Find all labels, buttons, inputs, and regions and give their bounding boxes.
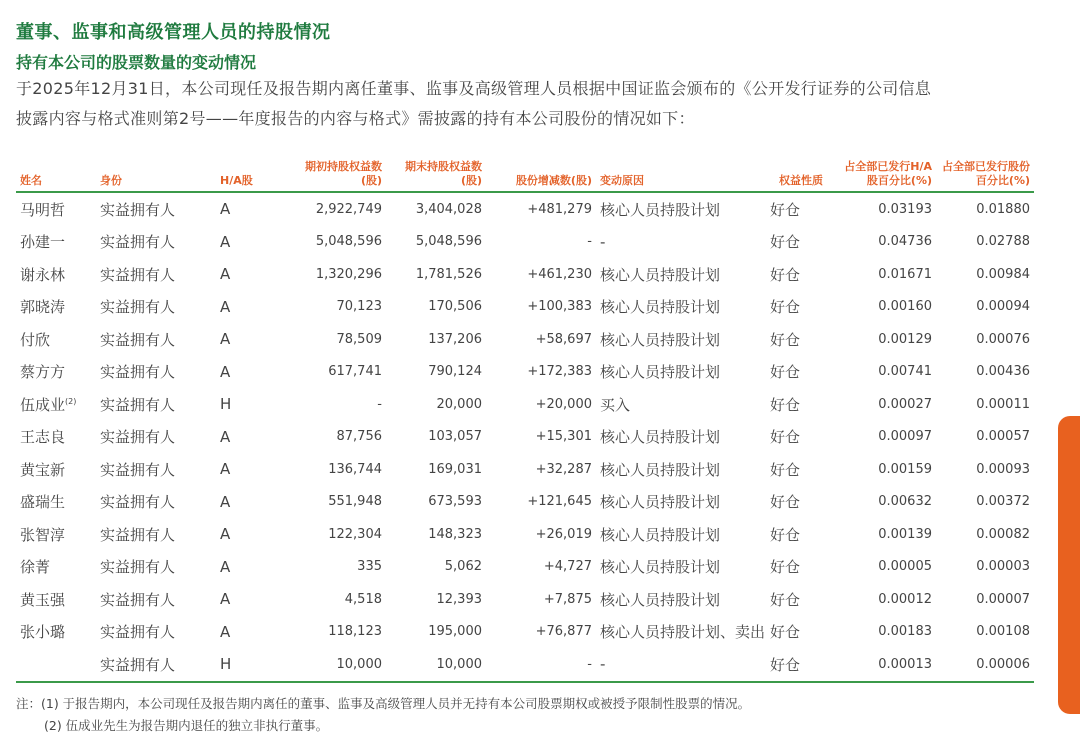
cell-pct-total: 0.00006 bbox=[936, 648, 1034, 682]
header-name: 姓名 bbox=[16, 160, 96, 192]
cell-pct-total: 0.00093 bbox=[976, 461, 1030, 477]
cell-start: 122,304 bbox=[328, 526, 382, 542]
table-row bbox=[16, 226, 1034, 259]
cell-end: 5,062 bbox=[444, 559, 482, 575]
cell-reason: 核心人员持股计划、卖出 bbox=[600, 623, 766, 642]
cell-nature: 好仓 bbox=[770, 460, 801, 479]
cell-nature: 好仓 bbox=[770, 525, 801, 544]
cell-pct-class: 0.01671 bbox=[878, 266, 932, 282]
cell-class: A bbox=[220, 330, 231, 349]
cell-name: 张小璐 bbox=[20, 623, 66, 642]
cell-reason: 买入 bbox=[600, 395, 631, 414]
cell-reason: 核心人员持股计划 bbox=[600, 200, 721, 219]
header-nature: 权益性质 bbox=[766, 160, 836, 192]
cell-pct-total: 0.00984 bbox=[976, 266, 1030, 282]
cell-name: 蔡方方 bbox=[20, 363, 66, 382]
cell-change: +58,697 bbox=[535, 331, 592, 347]
cell-reason: 核心人员持股计划 bbox=[600, 330, 721, 349]
cell-nature: 好仓 bbox=[770, 233, 801, 252]
cell-start: 2,922,749 bbox=[315, 201, 382, 217]
page-title: 董事、监事和高级管理人员的持股情况 bbox=[16, 22, 331, 43]
cell-start: 1,320,296 bbox=[315, 266, 382, 282]
cell-nature: 好仓 bbox=[770, 265, 801, 284]
cell-end: 195,000 bbox=[428, 624, 482, 640]
cell-role: 实益拥有人 bbox=[96, 648, 216, 682]
cell-class: A bbox=[220, 362, 231, 381]
cell-start: 87,756 bbox=[336, 429, 382, 445]
cell-end: 790,124 bbox=[428, 364, 482, 380]
cell-class: A bbox=[220, 200, 231, 219]
footnotes bbox=[16, 693, 750, 737]
cell-change: +7,875 bbox=[543, 591, 592, 607]
cell-change: +461,230 bbox=[527, 266, 592, 282]
cell-class: A bbox=[220, 427, 231, 446]
cell-class: A bbox=[220, 232, 231, 251]
cell-start: 118,123 bbox=[328, 624, 382, 640]
cell-pct-class: 0.03193 bbox=[878, 201, 932, 217]
cell-nature: 好仓 bbox=[770, 428, 801, 447]
cell-pct-class: 0.00159 bbox=[878, 461, 932, 477]
cell-role: 实益拥有人 bbox=[100, 460, 176, 479]
table-row bbox=[16, 583, 1034, 616]
cell-end: 12,393 bbox=[436, 591, 482, 607]
cell-reason: 核心人员持股计划 bbox=[600, 525, 721, 544]
header-share-class: H/A股 bbox=[216, 160, 286, 192]
shareholding-table bbox=[16, 160, 1034, 683]
cell-reason: 核心人员持股计划 bbox=[600, 363, 721, 382]
header-role: 身份 bbox=[96, 160, 216, 192]
cell-reason: 核心人员持股计划 bbox=[600, 460, 721, 479]
cell-change: +4,727 bbox=[543, 559, 592, 575]
cell-nature: 好仓 bbox=[770, 363, 801, 382]
table-row bbox=[16, 453, 1034, 486]
cell-pct-class: 0.00027 bbox=[878, 396, 932, 412]
cell-role: 实益拥有人 bbox=[100, 363, 176, 382]
cell-pct-total: 0.00003 bbox=[976, 559, 1030, 575]
cell-name bbox=[16, 648, 96, 682]
header-pct-total: 占全部已发行股份百分比(%) bbox=[936, 160, 1034, 192]
cell-nature: 好仓 bbox=[770, 590, 801, 609]
cell-end: 673,593 bbox=[428, 494, 482, 510]
cell-end: 5,048,596 bbox=[415, 234, 482, 250]
cell-end: 170,506 bbox=[428, 299, 482, 315]
cell-end: 103,057 bbox=[428, 429, 482, 445]
cell-nature: 好仓 bbox=[770, 623, 801, 642]
cell-pct-total: 0.00082 bbox=[976, 526, 1030, 542]
cell-end: 1,781,526 bbox=[415, 266, 482, 282]
cell-name: 张智淳 bbox=[20, 525, 66, 544]
cell-end: 10,000 bbox=[386, 648, 486, 682]
cell-change: +121,645 bbox=[527, 494, 592, 510]
cell-name: 谢永林 bbox=[20, 265, 66, 284]
cell-role: 实益拥有人 bbox=[100, 623, 176, 642]
cell-reason: 核心人员持股计划 bbox=[600, 265, 721, 284]
intro-line-1: 于2025年12月31日，本公司现任及报告期内离任董事、监事及高级管理人员根据中国证监会颁布的《公开发行证券的公司信息 bbox=[16, 79, 932, 98]
cell-nature: 好仓 bbox=[766, 648, 836, 682]
cell-pct-class: 0.00160 bbox=[878, 299, 932, 315]
cell-start: 78,509 bbox=[336, 331, 382, 347]
cell-class: A bbox=[220, 525, 231, 544]
cell-class: A bbox=[220, 265, 231, 284]
table-row bbox=[16, 616, 1034, 649]
table-row bbox=[16, 518, 1034, 551]
cell-end: 20,000 bbox=[436, 396, 482, 412]
cell-class: H bbox=[216, 648, 286, 682]
cell-pct-total: 0.00011 bbox=[976, 396, 1030, 412]
cell-pct-total: 0.00094 bbox=[976, 299, 1030, 315]
cell-role: 实益拥有人 bbox=[100, 525, 176, 544]
cell-role: 实益拥有人 bbox=[100, 265, 176, 284]
cell-class: A bbox=[220, 460, 231, 479]
table-row bbox=[16, 323, 1034, 356]
cell-change: +481,279 bbox=[527, 201, 592, 217]
cell-pct-class: 0.00097 bbox=[878, 429, 932, 445]
cell-pct-class: 0.00741 bbox=[878, 364, 932, 380]
table-row bbox=[16, 258, 1034, 291]
cell-role: 实益拥有人 bbox=[100, 298, 176, 317]
table-row bbox=[16, 291, 1034, 324]
cell-start: 5,048,596 bbox=[315, 234, 382, 250]
cell-start: - bbox=[377, 396, 382, 412]
header-reason: 变动原因 bbox=[596, 160, 766, 192]
cell-start: 70,123 bbox=[336, 299, 382, 315]
cell-role: 实益拥有人 bbox=[100, 200, 176, 219]
cell-nature: 好仓 bbox=[770, 200, 801, 219]
table-row bbox=[16, 192, 1034, 226]
cell-class: H bbox=[220, 395, 232, 414]
cell-start: 136,744 bbox=[328, 461, 382, 477]
cell-change: - bbox=[486, 648, 596, 682]
cell-class: A bbox=[220, 622, 231, 641]
cell-role: 实益拥有人 bbox=[100, 590, 176, 609]
cell-pct-class: 0.00005 bbox=[878, 559, 932, 575]
cell-name: 付欣 bbox=[20, 330, 51, 349]
cell-pct-total: 0.00057 bbox=[976, 429, 1030, 445]
cell-reason: 核心人员持股计划 bbox=[600, 590, 721, 609]
cell-pct-class: 0.00632 bbox=[878, 494, 932, 510]
cell-name: 徐菁 bbox=[20, 558, 51, 577]
footnote-1: 注：(1) 于报告期内，本公司现任及报告期内离任的董事、监事及高级管理人员并无持有本公司股票期权或被授予限制性股票的情况。 bbox=[16, 696, 751, 711]
cell-end: 3,404,028 bbox=[415, 201, 482, 217]
cell-name: 马明哲 bbox=[20, 200, 66, 219]
cell-reason: - bbox=[600, 232, 606, 251]
cell-reason: 核心人员持股计划 bbox=[600, 428, 721, 447]
intro-paragraph bbox=[16, 74, 1038, 134]
cell-nature: 好仓 bbox=[770, 298, 801, 317]
cell-change: +20,000 bbox=[535, 396, 592, 412]
cell-name: 伍成业$^{(2)}$ bbox=[20, 395, 77, 414]
cell-nature: 好仓 bbox=[770, 330, 801, 349]
cell-change: +100,383 bbox=[527, 299, 592, 315]
side-section-tab[interactable] bbox=[1058, 416, 1080, 714]
intro-line-2: 披露内容与格式准则第2号——年度报告的内容与格式》需披露的持有本公司股份的情况如下： bbox=[16, 109, 695, 128]
cell-start: 551,948 bbox=[328, 494, 382, 510]
cell-pct-total: 0.01880 bbox=[976, 201, 1030, 217]
cell-reason: - bbox=[596, 648, 766, 682]
cell-role: 实益拥有人 bbox=[100, 428, 176, 447]
table-row bbox=[16, 356, 1034, 389]
cell-name: 郭晓涛 bbox=[20, 298, 66, 317]
cell-role: 实益拥有人 bbox=[100, 395, 176, 414]
cell-start: 617,741 bbox=[328, 364, 382, 380]
header-start-holding: 期初持股权益数(股) bbox=[286, 160, 386, 192]
cell-pct-class: 0.00012 bbox=[878, 591, 932, 607]
table-header-row bbox=[16, 160, 1034, 192]
table-body bbox=[16, 192, 1034, 682]
cell-name: 盛瑞生 bbox=[20, 493, 66, 512]
cell-name: 黄玉强 bbox=[20, 590, 66, 609]
cell-name: 王志良 bbox=[20, 428, 66, 447]
cell-end: 148,323 bbox=[428, 526, 482, 542]
table-row bbox=[16, 486, 1034, 519]
cell-pct-class: 0.00183 bbox=[878, 624, 932, 640]
cell-role: 实益拥有人 bbox=[100, 558, 176, 577]
table-row bbox=[16, 421, 1034, 454]
cell-pct-total: 0.00372 bbox=[976, 494, 1030, 510]
table-row bbox=[16, 648, 1034, 682]
cell-name: 孙建一 bbox=[20, 233, 66, 252]
cell-class: A bbox=[220, 590, 231, 609]
cell-nature: 好仓 bbox=[770, 493, 801, 512]
table-row bbox=[16, 388, 1034, 421]
cell-name: 黄宝新 bbox=[20, 460, 66, 479]
cell-nature: 好仓 bbox=[770, 558, 801, 577]
section-subtitle: 持有本公司的股票数量的变动情况 bbox=[16, 53, 257, 72]
table-row bbox=[16, 551, 1034, 584]
cell-pct-class: 0.00129 bbox=[878, 331, 932, 347]
cell-pct-class: 0.00139 bbox=[878, 526, 932, 542]
cell-class: A bbox=[220, 492, 231, 511]
cell-pct-class: 0.04736 bbox=[878, 234, 932, 250]
cell-change: - bbox=[587, 234, 592, 250]
cell-nature: 好仓 bbox=[770, 395, 801, 414]
cell-reason: 核心人员持股计划 bbox=[600, 298, 721, 317]
header-change: 股份增减数(股) bbox=[486, 160, 596, 192]
cell-role: 实益拥有人 bbox=[100, 233, 176, 252]
header-end-holding: 期末持股权益数(股) bbox=[386, 160, 486, 192]
cell-change: +76,877 bbox=[535, 624, 592, 640]
cell-start: 335 bbox=[357, 559, 382, 575]
footnote-2: (2) 伍成业先生为报告期内退任的独立非执行董事。 bbox=[44, 718, 329, 733]
footnote-ref: (2) bbox=[65, 396, 77, 406]
cell-role: 实益拥有人 bbox=[100, 330, 176, 349]
cell-class: A bbox=[220, 297, 231, 316]
cell-role: 实益拥有人 bbox=[100, 493, 176, 512]
cell-reason: 核心人员持股计划 bbox=[600, 558, 721, 577]
cell-pct-total: 0.00076 bbox=[976, 331, 1030, 347]
cell-change: +32,287 bbox=[535, 461, 592, 477]
cell-reason: 核心人员持股计划 bbox=[600, 493, 721, 512]
cell-change: +26,019 bbox=[535, 526, 592, 542]
cell-change: +15,301 bbox=[535, 429, 592, 445]
cell-end: 137,206 bbox=[428, 331, 482, 347]
cell-pct-total: 0.02788 bbox=[976, 234, 1030, 250]
cell-pct-class: 0.00013 bbox=[836, 648, 936, 682]
header-pct-class: 占全部已发行H/A股百分比(%) bbox=[836, 160, 936, 192]
cell-start: 10,000 bbox=[286, 648, 386, 682]
cell-pct-total: 0.00436 bbox=[976, 364, 1030, 380]
cell-start: 4,518 bbox=[344, 591, 382, 607]
cell-pct-total: 0.00108 bbox=[976, 624, 1030, 640]
cell-change: +172,383 bbox=[527, 364, 592, 380]
cell-end: 169,031 bbox=[428, 461, 482, 477]
cell-pct-total: 0.00007 bbox=[976, 591, 1030, 607]
cell-class: A bbox=[220, 557, 231, 576]
